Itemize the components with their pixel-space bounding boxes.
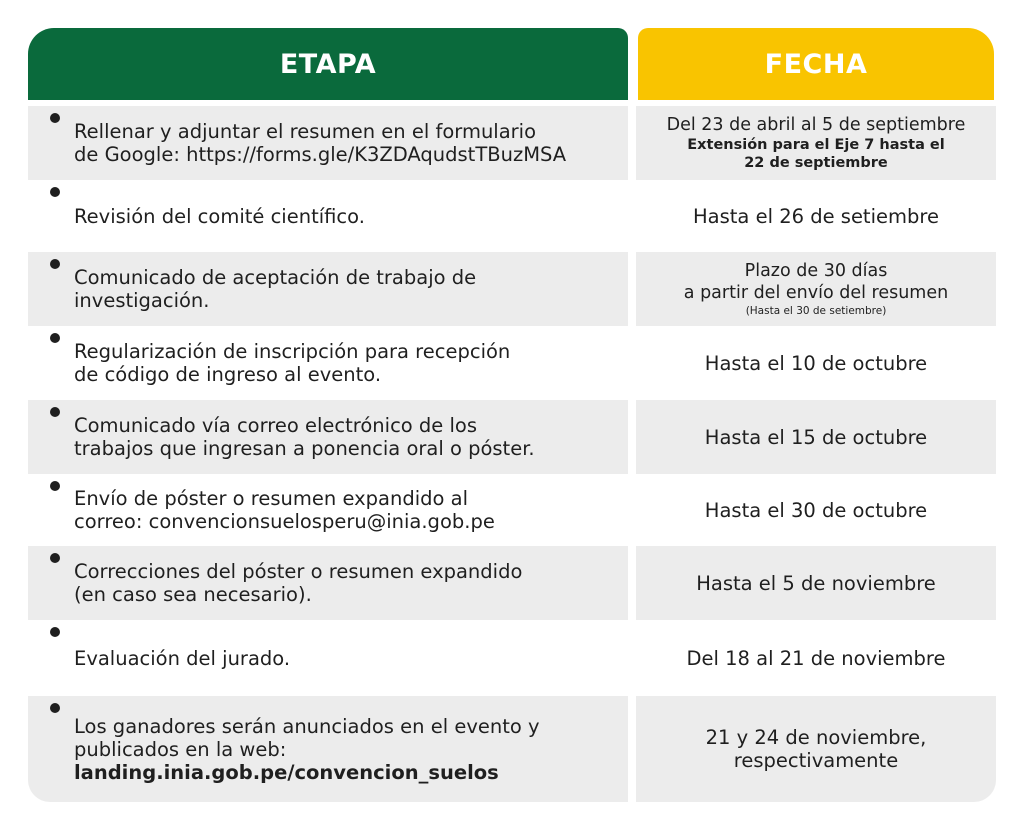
etapa-cell (28, 106, 628, 180)
table-row (28, 326, 996, 400)
etapa-line: de Google: https://forms.gle/K3ZDAqudstTBuzMSA (74, 143, 567, 166)
etapa-line: Correcciones del póster o resumen expandido (74, 560, 523, 583)
fecha-cell (636, 696, 996, 802)
table-row (28, 696, 996, 802)
etapa-cell (28, 326, 628, 400)
etapa-header: ETAPA (28, 28, 628, 100)
etapa-line: correo: convencionsuelosperu@inia.gob.pe (74, 510, 495, 533)
etapa-line: trabajos que ingresan a ponencia oral o póster. (74, 437, 535, 460)
etapa-cell (28, 252, 628, 326)
fecha-main: Hasta el 15 de octubre (704, 425, 928, 449)
fecha-main: Del 18 al 21 de noviembre (686, 646, 946, 670)
fecha-note: Extensión para el Eje 7 hasta el (687, 136, 945, 153)
table-row (28, 106, 996, 180)
etapa-line: Los ganadores serán anunciados en el evento y (74, 714, 540, 738)
etapa-cell (28, 546, 628, 620)
fecha-cell (636, 546, 996, 620)
table-row (28, 180, 996, 252)
etapa-cell (28, 474, 628, 546)
etapa-cell (28, 620, 628, 696)
bullet-icon (50, 481, 60, 491)
fecha-line: 21 y 24 de noviembre, (705, 726, 927, 749)
fecha-cell (636, 252, 996, 326)
etapa-line: Rellenar y adjuntar el resumen en el formulario (74, 120, 537, 143)
etapa-line: de código de ingreso al evento. (74, 363, 382, 386)
fecha-cell (636, 180, 996, 252)
etapa-cell (28, 400, 628, 474)
etapa-line: (en caso sea necesario). (74, 583, 312, 606)
fecha-cell (636, 620, 996, 696)
etapa-line: Revisión del comité científico. (74, 204, 365, 228)
fecha-line: a partir del envío del resumen (683, 283, 949, 303)
fecha-note: 22 de septiembre (744, 154, 888, 171)
fecha-main: Hasta el 10 de octubre (704, 351, 928, 375)
bullet-icon (50, 627, 60, 637)
fecha-main: Hasta el 5 de noviembre (696, 571, 936, 595)
etapa-line: investigación. (74, 289, 210, 312)
fecha-main: Hasta el 26 de setiembre (693, 204, 939, 228)
fecha-header: FECHA (638, 28, 994, 100)
schedule-rows (28, 106, 996, 802)
bullet-icon (50, 407, 60, 417)
bullet-icon (50, 113, 60, 123)
fecha-cell (636, 400, 996, 474)
bullet-icon (50, 259, 60, 269)
bullet-icon (50, 703, 60, 713)
etapa-cell (28, 180, 628, 252)
etapa-line: Evaluación del jurado. (74, 646, 291, 670)
fecha-line: Plazo de 30 días (744, 261, 888, 281)
etapa-line: Envío de póster o resumen expandido al (74, 487, 468, 510)
etapa-link[interactable]: landing.inia.gob.pe/convencion_suelos (74, 760, 499, 784)
fecha-tiny: (Hasta el 30 de setiembre) (745, 305, 887, 317)
fecha-line: respectivamente (733, 749, 899, 772)
table-row (28, 474, 996, 546)
fecha-main: Hasta el 30 de octubre (704, 498, 928, 522)
etapa-line: Comunicado vía correo electrónico de los (74, 414, 478, 437)
fecha-cell (636, 106, 996, 180)
etapa-cell (28, 696, 628, 802)
bullet-icon (50, 187, 60, 197)
fecha-cell (636, 474, 996, 546)
schedule-table (28, 28, 996, 806)
table-row (28, 620, 996, 696)
table-row (28, 252, 996, 326)
table-row (28, 400, 996, 474)
bullet-icon (50, 553, 60, 563)
etapa-line: Comunicado de aceptación de trabajo de (74, 266, 477, 289)
fecha-cell (636, 326, 996, 400)
bullet-icon (50, 333, 60, 343)
etapa-line: Regularización de inscripción para recepción (74, 340, 511, 363)
fecha-main: Del 23 de abril al 5 de septiembre (666, 114, 966, 135)
etapa-line: publicados en la web: (74, 737, 287, 761)
table-row (28, 546, 996, 620)
